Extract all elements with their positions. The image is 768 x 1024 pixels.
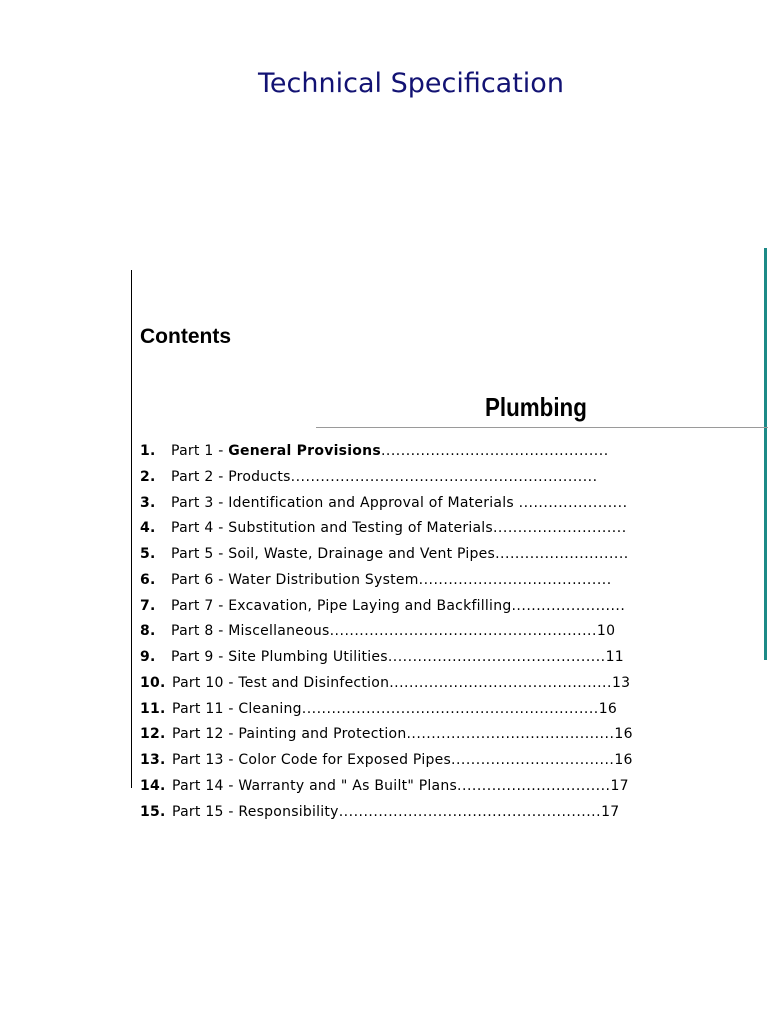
toc-entry-leader: .......................................	[418, 571, 612, 588]
toc-entry-page: 16	[598, 700, 618, 717]
toc-entry[interactable]	[140, 775, 700, 801]
toc-entry-title: Test and Disinfection	[238, 674, 390, 691]
toc-entry-part: Part 12 -	[172, 726, 239, 743]
toc-entry[interactable]	[140, 723, 700, 749]
toc-entry-title: Painting and Protection	[238, 726, 407, 743]
toc-entry-leader: ......................	[518, 494, 628, 511]
toc-entry-leader: ...............................	[457, 777, 611, 794]
toc-entry[interactable]	[140, 595, 700, 621]
toc-entry-title: Soil, Waste, Drainage and Vent Pipes	[228, 546, 496, 562]
toc-entry-number: 7.	[140, 597, 156, 614]
toc-entry[interactable]	[140, 492, 700, 518]
toc-entry-part: Part 9 -	[171, 649, 229, 665]
toc-entry-part: Part 8 -	[171, 623, 229, 640]
toc-entry-title: Responsibility	[238, 803, 339, 820]
toc-entry[interactable]	[140, 569, 700, 595]
document-title: Technical Specification	[258, 68, 564, 99]
toc-entry-page: 16	[614, 752, 633, 768]
toc-entry-number: 4.	[140, 520, 156, 537]
toc-entry-page: 13	[611, 674, 631, 691]
toc-entry-number: 14.	[140, 777, 166, 794]
toc-entry-number: 2.	[140, 468, 156, 485]
toc-entry[interactable]	[140, 620, 700, 646]
toc-entry-part: Part 5 -	[171, 546, 229, 562]
toc-entry[interactable]	[140, 517, 700, 543]
toc-entry-leader: ..............................................................	[290, 468, 598, 485]
toc-entry-part: Part 15 -	[172, 803, 239, 820]
toc-entry-leader: ......................................................	[329, 623, 597, 640]
toc-entry-title: Substitution and Testing of Materials	[228, 520, 493, 537]
toc-entry-page: 11	[605, 649, 624, 665]
toc-entry-part: Part 14 -	[172, 777, 239, 794]
section-heading-rule	[316, 427, 768, 428]
toc-entry-title: Cleaning	[238, 700, 302, 717]
contents-heading: Contents	[140, 325, 231, 348]
toc-entry-page: 17	[610, 777, 629, 794]
toc-entry[interactable]	[140, 543, 700, 569]
toc-entry[interactable]	[140, 466, 700, 492]
toc-entry-number: 1.	[140, 443, 156, 459]
toc-entry-part: Part 11 -	[172, 700, 239, 717]
toc-entry-part: Part 1 -	[171, 443, 229, 459]
toc-entry-leader: .....................................................	[338, 803, 602, 820]
toc-entry-title: Miscellaneous	[228, 623, 330, 640]
toc-entry[interactable]	[140, 749, 700, 775]
toc-entry-number: 11.	[140, 700, 166, 717]
toc-entry[interactable]	[140, 801, 700, 827]
toc-entry-part: Part 13 -	[172, 752, 239, 768]
toc-entry-number: 15.	[140, 803, 166, 820]
section-heading: Plumbing	[485, 392, 587, 422]
toc-entry-part: Part 3 -	[171, 494, 229, 511]
toc-entry[interactable]	[140, 440, 700, 466]
toc-entry-number: 9.	[140, 649, 156, 665]
toc-entry-number: 5.	[140, 546, 156, 562]
toc-entry-number: 10.	[140, 674, 166, 691]
toc-entry-number: 12.	[140, 726, 166, 743]
toc-entry-part: Part 4 -	[171, 520, 229, 537]
left-margin-rule	[131, 270, 132, 788]
toc-entry-leader: .......................	[511, 597, 626, 614]
toc-entry-part: Part 6 -	[171, 571, 229, 588]
toc-entry-title: General Provisions	[228, 443, 381, 459]
toc-entry[interactable]	[140, 646, 700, 672]
toc-entry-leader: ............................................................	[301, 700, 599, 717]
right-edge-bar	[764, 248, 767, 660]
toc-entry-title: Products	[228, 468, 291, 485]
toc-entry-number: 8.	[140, 623, 156, 640]
toc-entry-leader: .................................	[451, 752, 615, 768]
toc-entry-title: Identification and Approval of Materials	[228, 494, 519, 511]
toc-entry-leader: ..........................................	[406, 726, 615, 743]
toc-entry-number: 6.	[140, 571, 156, 588]
toc-entry-number: 13.	[140, 752, 166, 768]
toc-entry[interactable]	[140, 698, 700, 724]
toc-entry-leader: .............................................	[389, 674, 612, 691]
toc-entry-part: Part 7 -	[171, 597, 229, 614]
toc-entry-title: Site Plumbing Utilities	[228, 649, 388, 665]
toc-entry-leader: ..............................................	[380, 443, 609, 459]
toc-entry-title: Excavation, Pipe Laying and Backfilling	[228, 597, 512, 614]
toc-entry-page: 17	[601, 803, 620, 820]
table-of-contents	[140, 440, 700, 826]
toc-entry-part: Part 2 -	[171, 468, 229, 485]
toc-entry-title: Water Distribution System	[228, 571, 419, 588]
toc-entry-leader: ............................................	[387, 649, 606, 665]
toc-entry-page: 10	[596, 623, 616, 640]
toc-entry-page: 16	[614, 726, 633, 743]
toc-entry-leader: ...........................	[495, 546, 629, 562]
toc-entry-leader: ...........................	[492, 520, 627, 537]
toc-entry-part: Part 10 -	[172, 674, 239, 691]
toc-entry[interactable]	[140, 672, 700, 698]
toc-entry-number: 3.	[140, 494, 156, 511]
toc-entry-title: Color Code for Exposed Pipes	[238, 752, 451, 768]
toc-entry-title: Warranty and " As Built" Plans	[238, 777, 458, 794]
